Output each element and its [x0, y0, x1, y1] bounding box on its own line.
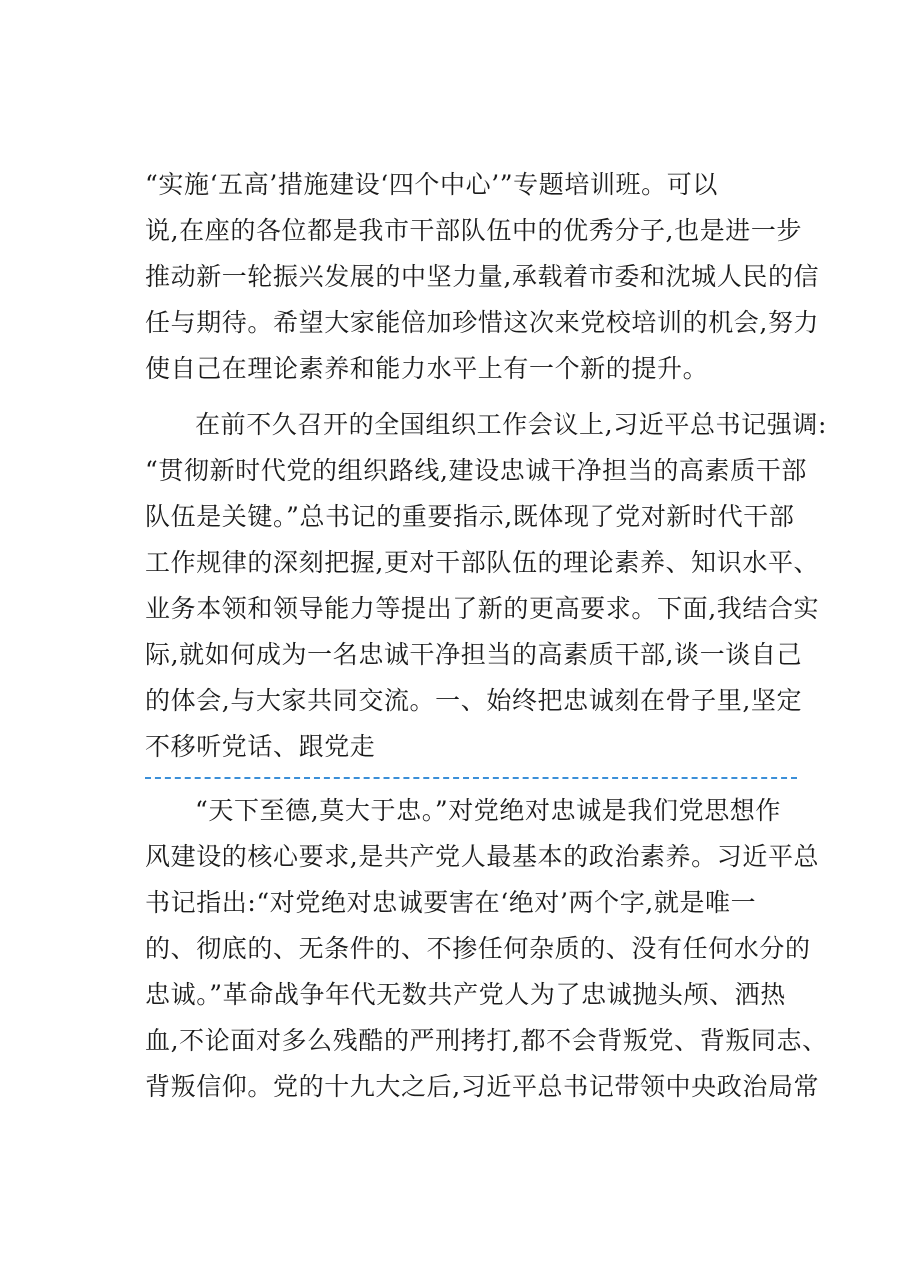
text-line: 队伍是关键。”总书记的重要指示,既体现了党对新时代干部: [145, 502, 795, 531]
text-line: 业务本领和领导能力等提出了新的更高要求。下面,我结合实: [145, 594, 820, 623]
text-line: 血,不论面对多么残酷的严刑拷打,都不会背叛党、背叛同志、: [145, 1026, 828, 1055]
text-line: “天下至德,莫大于忠。”对党绝对忠诚是我们党思想作: [195, 796, 782, 825]
text-line: 际,就如何成为一名忠诚干净担当的高素质干部,谈一谈自己: [145, 640, 803, 669]
text-line: 的体会,与大家共同交流。一、始终把忠诚刻在骨子里,坚定: [145, 686, 803, 715]
text-line: “实施‘五高’措施建设‘四个中心’”专题培训班。可以: [145, 170, 718, 199]
text-line: 使自己在理论素养和能力水平上有一个新的提升。: [145, 354, 709, 383]
text-line: “贯彻新时代党的组织路线,建设忠诚干净担当的高素质干部: [145, 456, 807, 485]
text-line: 工作规律的深刻把握,更对干部队伍的理论素养、知识水平、: [145, 548, 820, 577]
text-line: 书记指出:“对党绝对忠诚要害在‘绝对’两个字,就是唯一: [145, 888, 757, 917]
text-line: 不移听党话、跟党走: [145, 732, 376, 761]
text-line: 说,在座的各位都是我市干部队伍中的优秀分子,也是进一步: [145, 216, 803, 245]
section-divider: [145, 777, 797, 779]
text-line: 背叛信仰。党的十九大之后,习近平总书记带领中央政治局常: [145, 1072, 820, 1101]
text-line: 推动新一轮振兴发展的中坚力量,承载着市委和沈城人民的信: [145, 262, 820, 291]
text-line: 的、彻底的、无条件的、不掺任何杂质的、没有任何水分的: [145, 934, 811, 963]
text-line: 任与期待。希望大家能倍加珍惜这次来党校培训的机会,努力: [145, 308, 820, 337]
text-line: 风建设的核心要求,是共产党人最基本的政治素养。习近平总: [145, 842, 820, 871]
text-line: 忠诚。”革命战争年代无数共产党人为了忠诚抛头颅、洒热: [145, 980, 786, 1009]
text-line: 在前不久召开的全国组织工作会议上,习近平总书记强调:: [195, 410, 827, 439]
